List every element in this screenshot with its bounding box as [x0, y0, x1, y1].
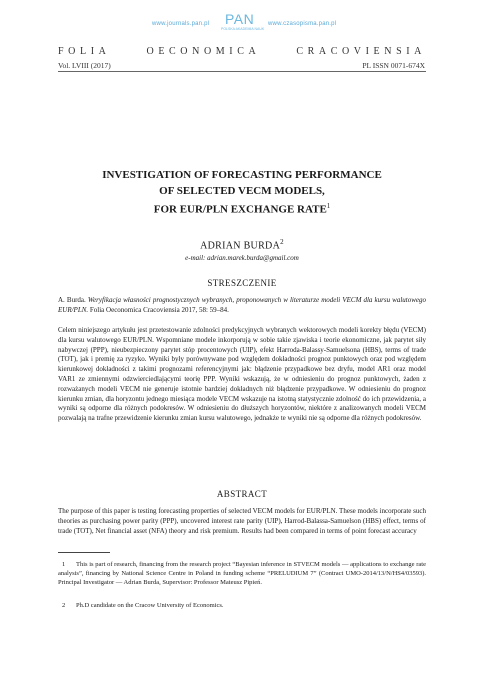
- logo-url-right: www.czasopisma.pan.pl: [268, 21, 337, 27]
- abstract-heading: ABSTRACT: [216, 489, 268, 499]
- footnote-2-text: Ph.D candidate on the Cracow University of Economics.: [76, 602, 224, 609]
- footnote-2: [58, 601, 426, 610]
- citation-title: Weryfikacja własności prognostycznych wybranych, proponowanych w literaturze modeli VECM dla kursu walutowego EUR/PLN.: [58, 296, 426, 314]
- title-line-3: [58, 199, 426, 218]
- volume-label: Vol. LVIII (2017): [58, 61, 111, 70]
- author-name-text: ADRIAN BURDA: [200, 240, 281, 252]
- citation-author: A. Burda.: [58, 296, 86, 304]
- header-rule: [58, 71, 426, 72]
- article-title: [58, 168, 426, 218]
- logo-pan-wordmark: PAN: [225, 11, 255, 27]
- footnote-rule: [58, 552, 110, 553]
- author-footnote-marker: 2: [280, 238, 284, 246]
- title-line-1: INVESTIGATION OF FORECASTING PERFORMANCE: [102, 169, 382, 181]
- abstract-body: The purpose of this paper is testing forecasting properties of selected VECM models for EUR/PLN. These models incorporate such theories as purchasing power parity (PPP), uncovered interest rate parity (UIP), Harrod-Balassa-Samuelson (HBS) effect, terms of trade (TOT), Net financial asset (NFA) theory and risk premium. Results had been compared in terms of point forecast accuracy: [58, 507, 426, 535]
- logo-url-left: www.journals.pan.pl: [152, 21, 210, 27]
- footnote-1-number: 1: [62, 561, 66, 568]
- issn-label: PL ISSN 0071-674X: [362, 61, 425, 70]
- streszczenie-heading: STRESZCZENIE: [207, 278, 277, 288]
- footnote-1: [58, 560, 426, 587]
- logo-subtitle: POLSKA AKADEMIA NAUK: [221, 27, 265, 31]
- footnote-2-number: 2: [62, 602, 66, 609]
- title-line-3-text: FOR EUR/PLN EXCHANGE RATE: [153, 203, 327, 216]
- citation: [58, 296, 426, 316]
- streszczenie-body: Celem niniejszego artykułu jest przetestowanie zdolności predykcyjnych wybranych wektorowych modeli korekty błędu (VECM) dla kursu walutowego EUR/PLN. Wspomniane modele inkorporują w sobie takie zjawiska i teorie ekonomiczne, jak parytet siły nabywczej (PPP), nieubezpieczony parytet stóp procentowych (UIP), efekt Harroda-Balassy-Samuelsona (HBS), terms of trade (TOT), jak i premię za ryzyko. Wyniki były porównywane pod względem dokładności prognoz punktowych oraz pod względem kierunkowej dokładności z takimi prognozami referencyjnymi jak: błądzenie przypadkowe bez dryfu, model AR1 oraz model VAR1 ze zmiennymi odzwierciedlającymi teorię PPP. Wyniki wskazują, że w odniesieniu do prognoz punktowych, żaden z rozważanych modeli VECM nie generuje istotnie bardziej dokładnych niż błądzenie przypadkowe. W odniesieniu do prognoz kierunku zmian, dla horyzontu jednego miesiąca modele VECM wskazuje na istotną statystycznie zdolność do ich przewidzenia, a wyniki są odporne dla różnych podokresów. W odniesieniu do dłuższych horyzontów, niektóre z analizowanych modeli VECM pozwalają na trafne przewidzenie kierunku zmian kursu walutowego, jednakże te wyniki nie są odporne dla różnych podokresów.: [58, 326, 426, 423]
- title-line-2: OF SELECTED VECM MODELS,: [159, 184, 325, 197]
- author-name: [58, 238, 426, 251]
- citation-source: Folia Oeconomica Cracoviensia 2017, 58: 59–84.: [89, 305, 229, 314]
- footnote-1-text: This is part of research, financing from the research project “Bayesian inference in STVECM models — applications to exchange rate analysis”, financing by National Science Centre in Poland in funding scheme “PRELUDIUM 7” (Contract UMO-2014/13/N/HS4/03593). Principal Investigator — Adrian Burda, Supervisor: Professor Mateusz Pipień.: [58, 561, 426, 586]
- author-email: e-mail: adrian.marek.burda@gmail.com: [185, 254, 299, 262]
- publisher-logo: [0, 8, 482, 38]
- title-footnote-marker: 1: [326, 202, 331, 210]
- journal-name: FOLIA OECONOMICA CRACOVIENSIA: [58, 46, 426, 57]
